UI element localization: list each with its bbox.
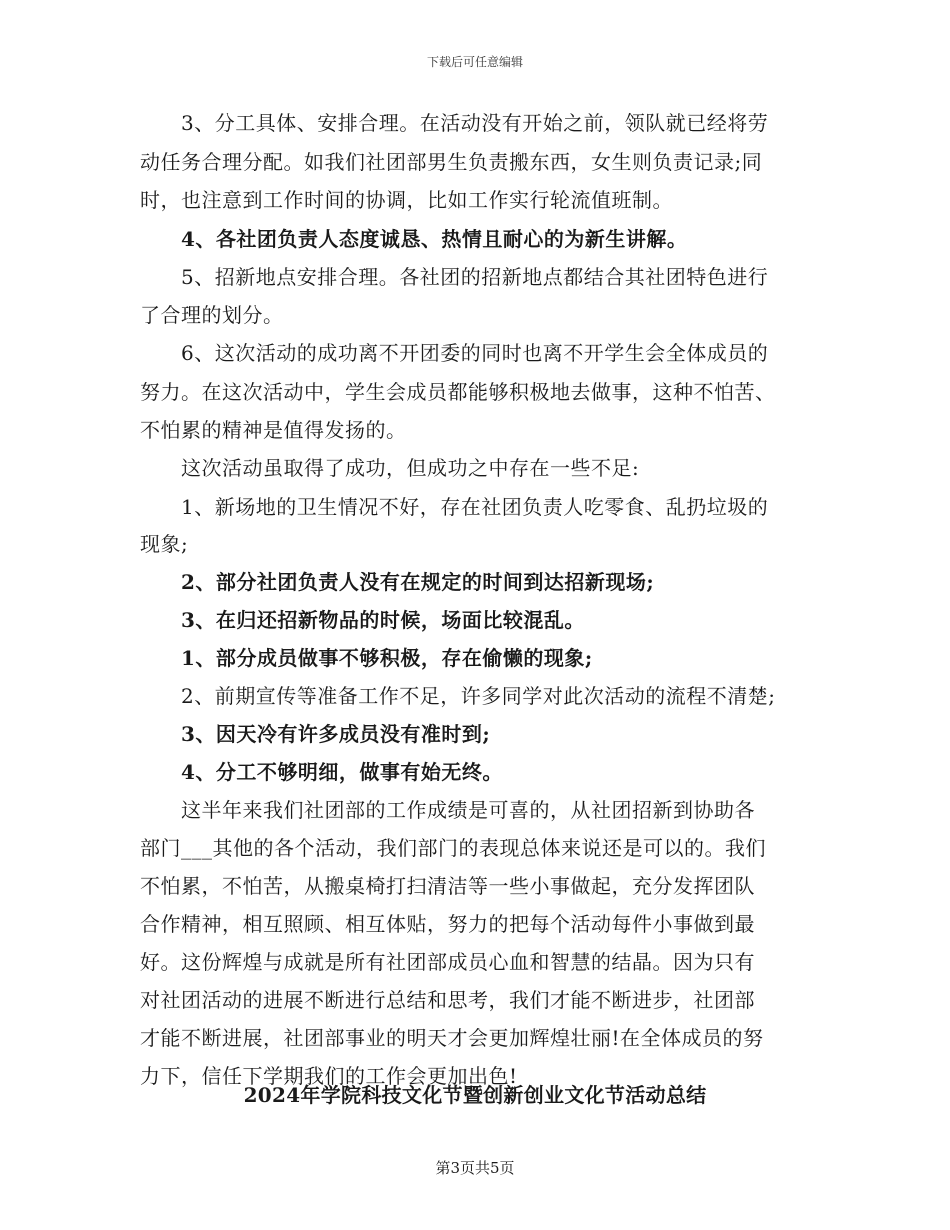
text-line: 对社团活动的进展不断进行总结和思考，我们才能不断进步，社团部 — [140, 988, 755, 1012]
page-footer: 第3页共5页 — [435, 1159, 515, 1177]
text-line: 好。这份辉煌与成就是所有社团部成员心血和智慧的结晶。因为只有 — [140, 950, 755, 974]
text-line: 时，也注意到工作时间的协调，比如工作实行轮流值班制。 — [140, 188, 673, 212]
text-line: 4、各社团负责人态度诚恳、热情且耐心的为新生讲解。 — [140, 227, 688, 251]
text-line: 1、部分成员做事不够积极，存在偷懒的现象; — [140, 646, 593, 670]
text-line: 这次活动虽取得了成功，但成功之中存在一些不足: — [140, 456, 640, 480]
text-line: 6、这次活动的成功离不开团委的同时也离不开学生会全体成员的 — [140, 341, 769, 365]
text-line: 5、招新地点安排合理。各社团的招新地点都结合其社团特色进行 — [140, 265, 769, 289]
text-line: 2、部分社团负责人没有在规定的时间到达招新现场; — [140, 570, 655, 594]
text-line: 4、分工不够明细，做事有始无终。 — [140, 760, 503, 784]
text-line: 现象; — [140, 532, 189, 556]
text-line: 3、因天冷有许多成员没有准时到; — [140, 722, 491, 746]
text-line: 2、前期宣传等准备工作不足，许多同学对此次活动的流程不清楚; — [140, 684, 776, 708]
page-header: 下载后可任意编辑 — [426, 55, 523, 69]
text-line: 努力。在这次活动中，学生会成员都能够积极地去做事，这种不怕苦、 — [140, 380, 776, 404]
text-line: 部门___其他的各个活动，我们部门的表现总体来说还是可以的。我们 — [140, 836, 766, 860]
text-line: 力下，信任下学期我们的工作会更加出色! — [140, 1064, 518, 1088]
text-line: 1、新场地的卫生情况不好，存在社团负责人吃零食、乱扔垃圾的 — [140, 495, 769, 519]
text-line: 不怕累的精神是值得发扬的。 — [140, 418, 407, 442]
text-line: 不怕累，不怕苦，从搬桌椅打扫清洁等一些小事做起，充分发挥团队 — [140, 874, 755, 898]
text-line: 才能不断进展，社团部事业的明天才会更加辉煌壮丽!在全体成员的努 — [140, 1026, 764, 1050]
text-line: 3、分工具体、安排合理。在活动没有开始之前，领队就已经将劳 — [140, 111, 769, 135]
text-line: 动任务合理分配。如我们社团部男生负责搬东西，女生则负责记录;同 — [140, 150, 763, 174]
text-line: 3、在归还招新物品的时候，场面比较混乱。 — [140, 608, 585, 632]
section-title: 2024年学院科技文化节暨创新创业文化节活动总结 — [243, 1083, 707, 1107]
text-line: 合作精神，相互照顾、相互体贴，努力的把每个活动每件小事做到最 — [140, 912, 755, 936]
text-line: 这半年来我们社团部的工作成绩是可喜的，从社团招新到协助各 — [140, 798, 755, 822]
text-line: 了合理的划分。 — [140, 303, 284, 327]
